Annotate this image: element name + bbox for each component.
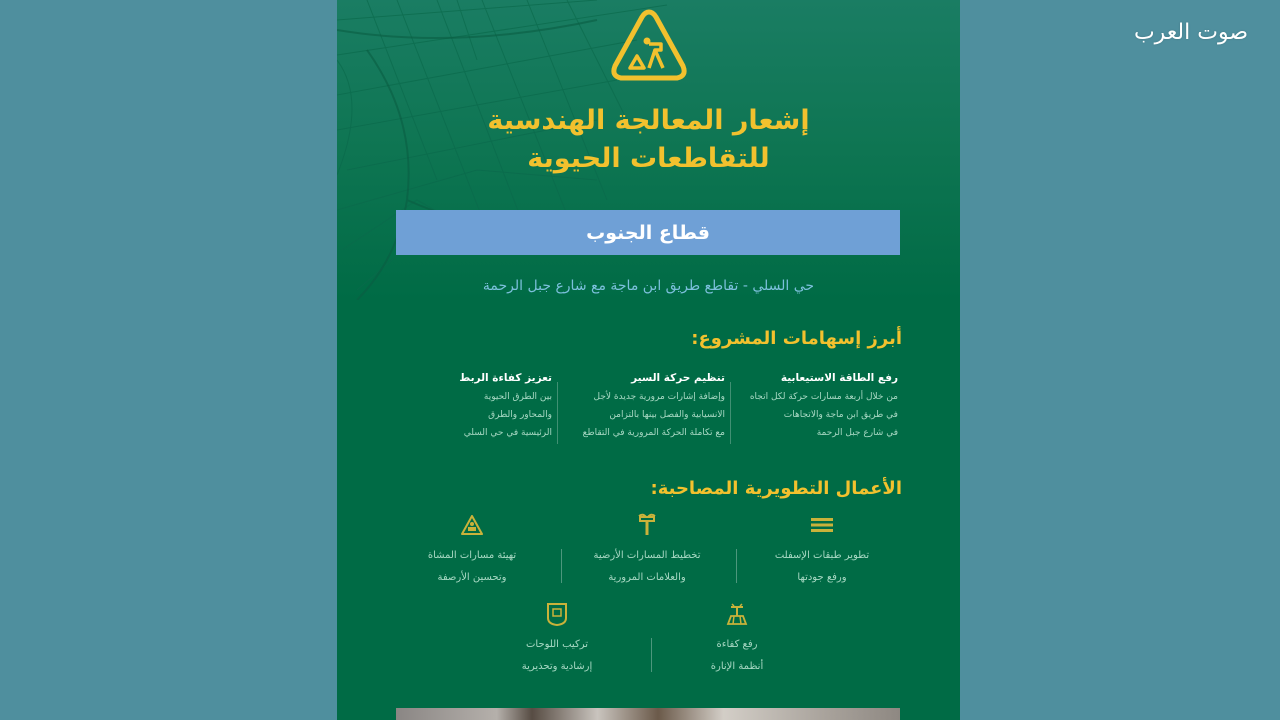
watermark-logo-text: صوت العرب xyxy=(1133,20,1248,45)
contribution-text: والمحاور والطرق xyxy=(488,410,552,420)
column-divider xyxy=(730,382,731,444)
lighting-icon xyxy=(725,602,749,626)
contribution-title: رفع الطاقة الاستيعابية xyxy=(780,372,898,384)
work-text: أنظمة الإنارة xyxy=(710,661,764,672)
intersection-photo xyxy=(396,708,900,720)
work-text: إرشادية وتحذيرية xyxy=(521,661,593,672)
sector-banner xyxy=(396,210,900,255)
contributions-heading: أبرز إسهامات المشروع: xyxy=(691,328,902,349)
contribution-text: بين الطرق الحيوية xyxy=(483,392,552,402)
poster-title-line-1: إشعار المعالجة الهندسية xyxy=(487,105,810,136)
column-divider xyxy=(736,549,737,583)
contribution-title: تنظيم حركة السير xyxy=(631,372,725,384)
contribution-text: من خلال أربعة مسارات حركة لكل اتجاه xyxy=(749,392,898,402)
contribution-text: في طريق ابن ماجة والاتجاهات xyxy=(783,410,898,420)
work-text: تهيئة مسارات المشاة xyxy=(427,550,517,561)
column-divider xyxy=(557,382,558,444)
work-item xyxy=(742,513,902,589)
column-divider xyxy=(561,549,562,583)
signboard-icon xyxy=(546,602,568,626)
work-text: والعلامات المرورية xyxy=(608,572,686,583)
location-text: حي السلي - تقاطع طريق ابن ماجة مع شارع جبل الرحمة xyxy=(482,278,815,294)
work-text: ورفع جودتها xyxy=(797,572,847,583)
contribution-text: الرئيسية في حي السلي xyxy=(463,428,552,438)
contribution-item xyxy=(392,372,556,452)
works-list-row-2 xyxy=(477,602,817,678)
column-divider xyxy=(651,638,652,672)
work-item xyxy=(392,513,552,589)
work-item xyxy=(567,513,727,589)
contribution-item xyxy=(738,372,902,452)
road-work-warning-icon xyxy=(609,6,689,86)
poster-title-line-2: للتقاطعات الحيوية xyxy=(527,143,770,174)
work-item xyxy=(657,602,817,678)
road-markings-icon xyxy=(636,513,658,537)
work-text: رفع كفاءة xyxy=(716,639,758,650)
works-list-row-1 xyxy=(392,513,902,589)
contribution-text: في شارع جبل الرحمة xyxy=(816,428,898,438)
infographic-poster xyxy=(337,0,960,720)
contribution-text: الانسيابية والفصل بينها بالتزامن xyxy=(609,410,725,420)
work-text: تطوير طبقات الإسفلت xyxy=(774,550,870,561)
works-heading: الأعمال التطويرية المصاحبة: xyxy=(650,478,902,499)
work-text: تخطيط المسارات الأرضية xyxy=(593,550,701,561)
contribution-title: تعزيز كفاءة الربط xyxy=(459,372,552,384)
contribution-text: مع تكاملة الحركة المرورية في التقاطع xyxy=(582,428,725,438)
contribution-item xyxy=(565,372,729,452)
sector-label: قطاع الجنوب xyxy=(586,221,710,244)
contributions-list xyxy=(392,372,902,452)
work-text: وتحسين الأرصفة xyxy=(437,572,507,583)
work-text: تركيب اللوحات xyxy=(525,639,589,650)
asphalt-layers-icon xyxy=(810,517,834,533)
contribution-text: وإضافة إشارات مرورية جديدة لأجل xyxy=(593,392,725,402)
pedestrian-warning-icon xyxy=(461,515,483,535)
work-item xyxy=(477,602,637,678)
